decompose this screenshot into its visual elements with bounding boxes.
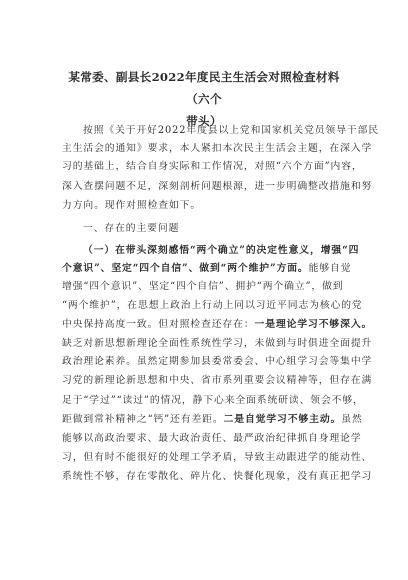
body-text: 习的基础上，结合自身实际和工作情况，对照“六个方面”内容， bbox=[62, 161, 363, 172]
title-line-1: 某常委、副县长2022年度民主生活会对照检查材料（六个 bbox=[68, 70, 340, 106]
body-text: 足于“学过”“读过”的情况，静下心来全面系统研读、领会不够， bbox=[62, 395, 364, 406]
bold-text: 一是理论学习不够深入。 bbox=[254, 319, 373, 330]
body-text: 按照《关于开好2022年度县以上党和国家机关党员领导干部民 bbox=[83, 125, 379, 136]
body-line bbox=[62, 262, 352, 275]
body-line bbox=[62, 180, 373, 193]
body-line bbox=[62, 451, 373, 464]
body-line bbox=[62, 222, 352, 235]
body-line bbox=[62, 280, 352, 293]
body-text: 一、存在的主要问题 bbox=[83, 223, 180, 234]
body-text: 深入查摆问题不足，深刻剖析问题根源，进一步明确整改措施和努 bbox=[62, 181, 373, 192]
body-line bbox=[62, 337, 373, 350]
body-line bbox=[62, 374, 373, 387]
body-line bbox=[62, 199, 352, 212]
body-text: 中央保持高度一致。但对照检查还存在： bbox=[62, 319, 255, 330]
body-text: 能够自觉 bbox=[308, 263, 352, 274]
body-text: 能够以高政治要求、最大政治责任、最严政治纪律抓自身理论学 bbox=[62, 433, 362, 444]
bold-text: 个意识”、坚定“四个自信”、做到“两个维护”方面。 bbox=[62, 263, 309, 274]
body-text: 力方向。现作对照检查如下。 bbox=[62, 200, 202, 211]
body-line bbox=[62, 432, 362, 445]
body-text: 政治理论素养。虽然定期参加县委常委会、中心组学习会等集中学 bbox=[62, 356, 373, 367]
body-text: “两个维护”，在思想上政治上行动上同以习近平同志为核心的党 bbox=[62, 300, 363, 311]
body-line bbox=[62, 299, 363, 312]
bold-text: 二是自觉学习不够主动。 bbox=[223, 414, 342, 425]
body-line bbox=[62, 160, 363, 173]
body-text: 距做到常补精神之“钙”还有差距。 bbox=[62, 414, 224, 425]
body-line bbox=[62, 318, 373, 331]
bold-text: （一）在带头深刻感悟“两个确立”的决定性意义，增强“四 bbox=[83, 245, 360, 256]
body-text: 主生活会的通知》要求，本人紧扣本次民主生活会主题，在深入学 bbox=[62, 143, 373, 154]
body-line bbox=[62, 470, 373, 483]
body-text: 缺乏对新思想新理论全面性系统性学习，未做到与时俱进全面提升 bbox=[62, 338, 373, 349]
body-text: 系统性不够，存在零散化、碎片化、快餐化现象，没有真正把学习 bbox=[62, 471, 373, 482]
body-line bbox=[62, 413, 363, 426]
body-line bbox=[62, 394, 364, 407]
body-text: 增强“四个意识”、坚定“四个自信”、拥护“两个确立”，做到 bbox=[62, 281, 344, 292]
body-line bbox=[62, 124, 379, 137]
body-text: 虽然 bbox=[341, 414, 363, 425]
body-line bbox=[62, 142, 373, 155]
document-title bbox=[58, 66, 350, 132]
body-line bbox=[62, 355, 373, 368]
title-line-2: 带头） bbox=[186, 114, 222, 128]
body-text: 习党的新理论新思想和中央、省市系列重要会议精神等，但存在满 bbox=[62, 375, 373, 386]
body-line bbox=[62, 244, 360, 257]
body-text: 习，但有时不能很好的处理工学矛盾，导致主动跟进学的能动性、 bbox=[62, 452, 373, 463]
